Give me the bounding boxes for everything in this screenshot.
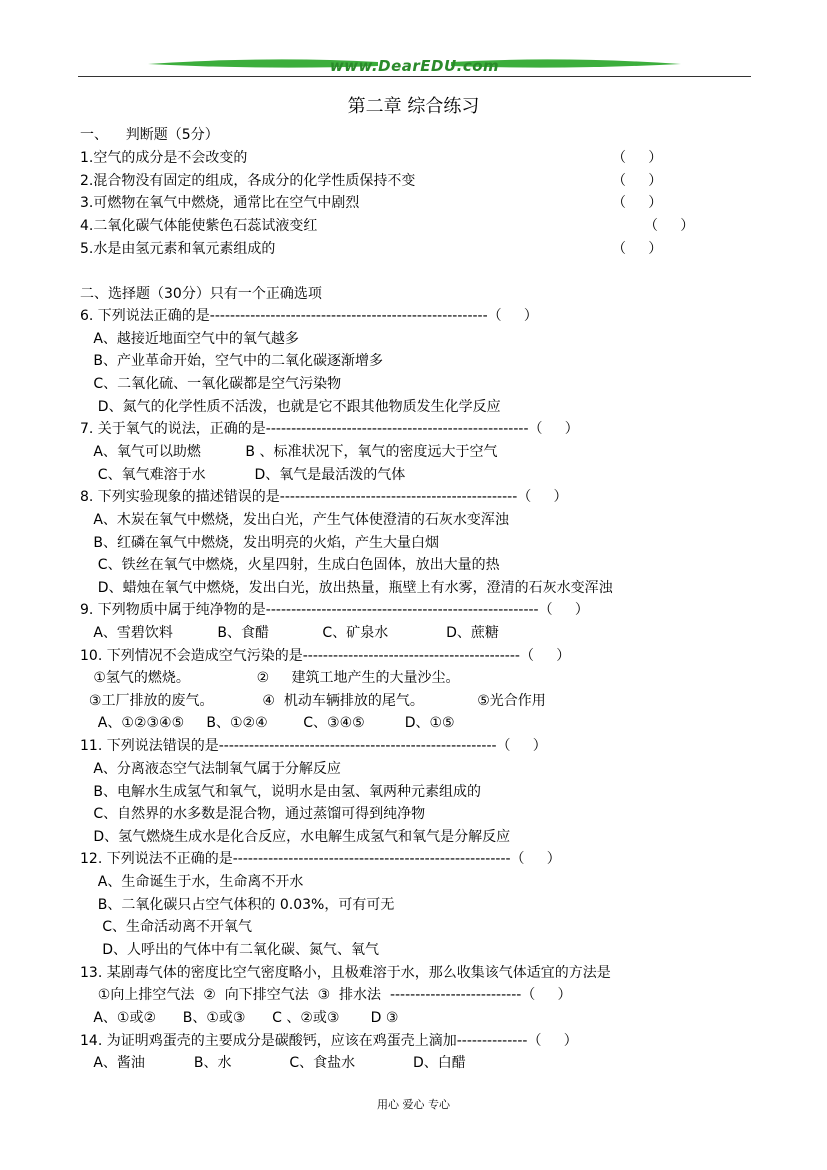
- section-2-heading: 二、选择题（30分）只有一个正确选项: [80, 286, 322, 302]
- page-footer: 用心 爱心 专心: [377, 1098, 450, 1111]
- question-line: A、生命诞生于水，生命离不开水: [80, 874, 304, 890]
- question-line: A、氧气可以助燃 B 、标准状况下，氧气的密度远大于空气: [80, 444, 498, 460]
- question-line: C、生命活动离不开氧气: [80, 919, 253, 935]
- question-5-answer-paren: （ ）: [612, 241, 663, 257]
- question-line: B、产业革命开始，空气中的二氧化碳逐渐增多: [80, 353, 383, 369]
- question-4-text: 4.二氧化碳气体能使紫色石蕊试液变红: [80, 218, 318, 234]
- question-line: A、雪碧饮料 B、食醋 C、矿泉水 D、蔗糖: [80, 625, 499, 641]
- question-line: C、自然界的水多数是混合物，通过蒸馏可得到纯净物: [80, 806, 426, 822]
- question-line: B、红磷在氧气中燃烧，发出明亮的火焰，产生大量白烟: [80, 535, 439, 551]
- question-1-text: 1.空气的成分是不会改变的: [80, 150, 248, 166]
- question-line: 6. 下列说法正确的是-------------------------------------------------------（ ）: [80, 308, 538, 324]
- question-line: B、二氧化碳只占空气体积的 0.03%，可有可无: [80, 897, 395, 913]
- question-line: 12. 下列说法不正确的是-------------------------------------------------------（ ）: [80, 851, 561, 867]
- question-5-text: 5.水是由氢元素和氧元素组成的: [80, 241, 276, 257]
- question-line: A、分离液态空气法制氧气属于分解反应: [80, 761, 341, 777]
- question-line: C、铁丝在氧气中燃烧，火星四射，生成白色固体，放出大量的热: [80, 557, 500, 573]
- question-line: C、氧气难溶于水 D、氧气是最活泼的气体: [80, 467, 406, 483]
- question-line: A、酱油 B、水 C、食盐水 D、白醋: [80, 1055, 466, 1071]
- question-3-answer-paren: （ ）: [612, 195, 663, 211]
- question-line: 8. 下列实验现象的描述错误的是-----------------------------------------------（ ）: [80, 489, 568, 505]
- page-title: 第二章 综合练习: [347, 96, 480, 117]
- question-1-answer-paren: （ ）: [612, 150, 663, 166]
- question-line: ①氢气的燃烧。 ② 建筑工地产生的大量沙尘。: [80, 670, 460, 686]
- question-line: ①向上排空气法 ② 向下排空气法 ③ 排水法 --------------------------（ ）: [80, 987, 572, 1003]
- question-line: A、①②③④⑤ B、①②④ C、③④⑤ D、①⑤: [80, 715, 455, 731]
- question-line: B、电解水生成氢气和氧气，说明水是由氢、氧两种元素组成的: [80, 784, 481, 800]
- question-3-text: 3.可燃物在氧气中燃烧，通常比在空气中剧烈: [80, 195, 360, 211]
- question-line: 14. 为证明鸡蛋壳的主要成分是碳酸钙，应该在鸡蛋壳上滴加--------------（ ）: [80, 1033, 578, 1049]
- question-line: ③工厂排放的废气。 ④ 机动车辆排放的尾气。 ⑤光合作用: [80, 693, 546, 709]
- question-2-text: 2.混合物没有固定的组成，各成分的化学性质保持不变: [80, 173, 416, 189]
- question-line: 10. 下列情况不会造成空气污染的是-------------------------------------------（ ）: [80, 648, 571, 664]
- site-logo-text[interactable]: www.DearEDU.com: [329, 57, 500, 75]
- question-line: D、氢气燃烧生成水是化合反应，水电解生成氢气和氧气是分解反应: [80, 829, 511, 845]
- question-line: C、二氧化硫、一氧化碳都是空气污染物: [80, 376, 342, 392]
- question-line: D、氮气的化学性质不活泼，也就是它不跟其他物质发生化学反应: [80, 399, 501, 415]
- question-line: D、人呼出的气体中有二氧化碳、氮气、氧气: [80, 942, 380, 958]
- question-line: 13. 某剧毒气体的密度比空气密度略小，且极难溶于水，那么收集该气体适宜的方法是: [80, 965, 611, 981]
- question-line: 9. 下列物质中属于纯净物的是------------------------------------------------------（ ）: [80, 602, 589, 618]
- question-2-answer-paren: （ ）: [612, 173, 663, 189]
- question-line: D、蜡烛在氧气中燃烧，发出白光，放出热量，瓶壁上有水雾，澄清的石灰水变浑浊: [80, 580, 613, 596]
- question-4-answer-paren: （ ）: [644, 218, 695, 234]
- question-line: A、木炭在氧气中燃烧，发出白光，产生气体使澄清的石灰水变浑浊: [80, 512, 509, 528]
- question-line: 11. 下列说法错误的是-------------------------------------------------------（ ）: [80, 738, 547, 754]
- question-line: A、①或② B、①或③ C 、②或③ D ③: [80, 1010, 399, 1026]
- question-line: 7. 关于氧气的说法，正确的是----------------------------------------------------（ ）: [80, 421, 579, 437]
- question-line: A、越接近地面空气中的氧气越多: [80, 331, 299, 347]
- header-divider: [78, 76, 751, 77]
- section-1-heading: 一、 判断题（5分）: [80, 127, 219, 143]
